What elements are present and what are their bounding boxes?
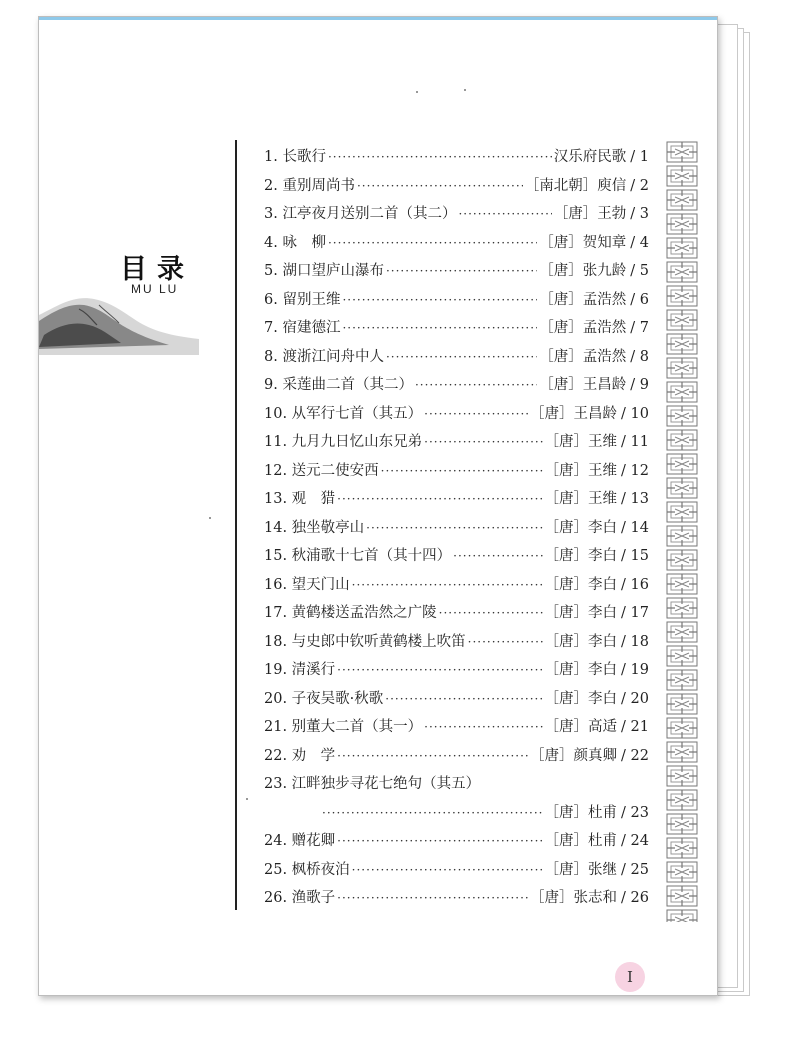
entry-page: / 5 bbox=[630, 263, 649, 279]
entry-author: ［唐］李白 bbox=[544, 576, 618, 593]
toc-entry[interactable] bbox=[264, 630, 649, 659]
entry-page: / 6 bbox=[630, 291, 649, 308]
toc-entry[interactable] bbox=[264, 145, 649, 174]
toc-entry[interactable] bbox=[264, 459, 649, 488]
entry-page: / 3 bbox=[630, 206, 649, 222]
leader-dots bbox=[352, 578, 543, 592]
paper-speck bbox=[246, 798, 248, 800]
entry-title: 15. 秋浦歌十七首（其十四） bbox=[264, 548, 452, 564]
entry-author: ［唐］李白 bbox=[544, 633, 618, 650]
leader-dots bbox=[342, 321, 537, 335]
toc-entry[interactable] bbox=[264, 316, 649, 345]
toc-subtitle: MU LU bbox=[131, 282, 179, 296]
toc-entry[interactable] bbox=[264, 288, 649, 317]
leader-dots bbox=[385, 692, 542, 706]
paper-speck bbox=[464, 89, 466, 91]
entry-author: ［唐］张九龄 bbox=[539, 263, 627, 279]
entry-page: / 16 bbox=[621, 576, 649, 593]
toc-entry[interactable] bbox=[264, 601, 649, 630]
entry-title: 19. 清溪行 bbox=[264, 662, 336, 678]
entry-author: ［唐］王维 bbox=[544, 434, 618, 450]
entry-title: 3. 江亭夜月送别二首（其二） bbox=[264, 206, 457, 222]
toc-entry[interactable] bbox=[264, 886, 649, 915]
toc-entry[interactable] bbox=[264, 715, 649, 744]
paper-speck bbox=[209, 517, 211, 519]
entry-page: / 15 bbox=[621, 548, 649, 564]
entry-author: ［唐］孟浩然 bbox=[539, 320, 627, 336]
entry-page: / 24 bbox=[621, 833, 649, 849]
entry-title: 24. 赠花卿 bbox=[264, 833, 336, 849]
entry-author: ［唐］李白 bbox=[544, 690, 618, 707]
leader-dots bbox=[424, 435, 542, 449]
entry-author: ［唐］贺知章 bbox=[539, 234, 627, 251]
entry-page: / 10 bbox=[621, 405, 649, 422]
leader-dots bbox=[424, 720, 542, 734]
entry-title: 2. 重别周尚书 bbox=[264, 177, 355, 194]
entry-author: ［唐］李白 bbox=[544, 548, 618, 564]
entry-author: ［唐］杜甫 bbox=[544, 833, 618, 849]
leader-dots bbox=[337, 891, 528, 905]
toc-entry[interactable] bbox=[264, 174, 649, 203]
entry-page: / 22 bbox=[621, 747, 649, 764]
entry-author: ［唐］王维 bbox=[544, 491, 618, 507]
entry-author: ［唐］颜真卿 bbox=[530, 747, 618, 764]
entry-author: ［唐］王勃 bbox=[553, 206, 627, 222]
paper-speck bbox=[416, 91, 418, 93]
entry-author: 汉乐府民歌 bbox=[553, 149, 627, 165]
toc-entry[interactable] bbox=[264, 202, 649, 231]
leader-dots bbox=[381, 464, 543, 478]
entry-title: 25. 枫桥夜泊 bbox=[264, 861, 350, 878]
entry-title: 17. 黄鹤楼送孟浩然之广陵 bbox=[264, 605, 437, 621]
entry-author: ［唐］孟浩然 bbox=[539, 291, 627, 308]
entry-page: / 9 bbox=[630, 377, 649, 393]
entry-page: / 1 bbox=[630, 149, 649, 165]
entry-title: 16. 望天门山 bbox=[264, 576, 350, 593]
entry-author: ［唐］张志和 bbox=[530, 890, 618, 906]
entry-title: 20. 子夜吴歌·秋歌 bbox=[264, 690, 384, 707]
entry-page: / 12 bbox=[621, 462, 649, 479]
leader-dots bbox=[337, 834, 542, 848]
entry-author: ［唐］王昌龄 bbox=[539, 377, 627, 393]
entry-author: ［唐］李白 bbox=[544, 519, 618, 536]
toc-entry[interactable] bbox=[264, 658, 649, 687]
leader-dots bbox=[386, 350, 537, 364]
book-page bbox=[38, 16, 718, 996]
entry-title: 1. 长歌行 bbox=[264, 149, 326, 165]
leader-dots bbox=[357, 179, 523, 193]
entry-title: 21. 别董大二首（其一） bbox=[264, 719, 423, 735]
entry-page: / 18 bbox=[621, 633, 649, 650]
table-of-contents bbox=[264, 145, 649, 915]
toc-entry[interactable] bbox=[264, 829, 649, 858]
entry-title: 9. 采莲曲二首（其二） bbox=[264, 377, 413, 393]
entry-title: 23. 江畔独步寻花七绝句（其五） bbox=[264, 776, 481, 792]
entry-page: / 17 bbox=[621, 605, 649, 621]
toc-entry[interactable] bbox=[264, 573, 649, 602]
leader-dots bbox=[337, 663, 542, 677]
entry-page: / 13 bbox=[621, 491, 649, 507]
leader-dots bbox=[337, 492, 542, 506]
entry-title: 14. 独坐敬亭山 bbox=[264, 519, 365, 536]
toc-entry[interactable] bbox=[264, 516, 649, 545]
entry-author: ［唐］王维 bbox=[544, 462, 618, 479]
entry-author: ［唐］李白 bbox=[544, 662, 618, 678]
entry-author: ［唐］孟浩然 bbox=[539, 348, 627, 365]
entry-page: / 23 bbox=[621, 804, 649, 821]
entry-page: / 14 bbox=[621, 519, 649, 536]
entry-title: 8. 渡浙江问舟中人 bbox=[264, 348, 384, 365]
toc-entry[interactable] bbox=[264, 544, 649, 573]
toc-entry[interactable] bbox=[264, 259, 649, 288]
leader-dots bbox=[386, 264, 537, 278]
entry-page: / 8 bbox=[630, 348, 649, 365]
entry-page: / 25 bbox=[621, 861, 649, 878]
entry-author: ［唐］李白 bbox=[544, 605, 618, 621]
entry-title: 26. 渔歌子 bbox=[264, 890, 336, 906]
leader-dots bbox=[337, 749, 528, 763]
leader-dots bbox=[415, 378, 537, 392]
entry-page: / 21 bbox=[621, 719, 649, 735]
page-number-badge: I bbox=[615, 962, 645, 992]
entry-page: / 7 bbox=[630, 320, 649, 336]
toc-entry[interactable] bbox=[264, 687, 649, 716]
toc-entry[interactable] bbox=[264, 858, 649, 887]
entry-title: 6. 留别王维 bbox=[264, 291, 341, 308]
toc-entry-continuation[interactable] bbox=[264, 801, 649, 830]
entry-page: / 2 bbox=[630, 177, 649, 194]
entry-title: 7. 宿建德江 bbox=[264, 320, 341, 336]
toc-entry[interactable] bbox=[264, 345, 649, 374]
entry-author: ［唐］张继 bbox=[544, 861, 618, 878]
leader-dots bbox=[328, 236, 537, 250]
entry-title: 5. 湖口望庐山瀑布 bbox=[264, 263, 384, 279]
toc-entry[interactable] bbox=[264, 772, 649, 801]
toc-entry[interactable] bbox=[264, 430, 649, 459]
leader-dots bbox=[328, 150, 552, 164]
entry-author: ［唐］高适 bbox=[544, 719, 618, 735]
entry-title: 11. 九月九日忆山东兄弟 bbox=[264, 434, 423, 450]
entry-author: ［南北朝］庾信 bbox=[524, 177, 627, 194]
toc-entry[interactable] bbox=[264, 402, 649, 431]
ink-mountain-illustration bbox=[39, 275, 209, 355]
entry-title: 10. 从军行七首（其五） bbox=[264, 405, 423, 422]
entry-title: 18. 与史郎中钦听黄鹤楼上吹笛 bbox=[264, 633, 466, 650]
entry-author: ［唐］王昌龄 bbox=[530, 405, 618, 422]
entry-title: 22. 劝 学 bbox=[264, 747, 336, 764]
entry-title: 13. 观 猎 bbox=[264, 491, 336, 507]
entry-page: / 11 bbox=[621, 434, 649, 450]
leader-dots bbox=[439, 606, 543, 620]
leader-dots bbox=[366, 521, 542, 535]
entry-page: / 4 bbox=[630, 234, 649, 251]
entry-author: ［唐］杜甫 bbox=[544, 804, 618, 821]
toc-entry[interactable] bbox=[264, 744, 649, 773]
leader-dots bbox=[342, 293, 537, 307]
leader-dots bbox=[322, 806, 543, 820]
leader-dots bbox=[424, 407, 528, 421]
entry-page: / 20 bbox=[621, 690, 649, 707]
decorative-border-pattern bbox=[665, 140, 699, 922]
toc-entry[interactable] bbox=[264, 231, 649, 260]
divider-line bbox=[235, 140, 237, 910]
toc-entry[interactable] bbox=[264, 487, 649, 516]
entry-page: / 19 bbox=[621, 662, 649, 678]
top-rule bbox=[39, 17, 717, 20]
entry-title: 12. 送元二使安西 bbox=[264, 462, 379, 479]
leader-dots bbox=[453, 549, 542, 563]
toc-title: 目录 bbox=[120, 254, 194, 285]
entry-page: / 26 bbox=[621, 890, 649, 906]
toc-entry[interactable] bbox=[264, 373, 649, 402]
entry-title: 4. 咏 柳 bbox=[264, 234, 326, 251]
leader-dots bbox=[458, 207, 551, 221]
leader-dots bbox=[468, 635, 543, 649]
leader-dots bbox=[352, 863, 543, 877]
